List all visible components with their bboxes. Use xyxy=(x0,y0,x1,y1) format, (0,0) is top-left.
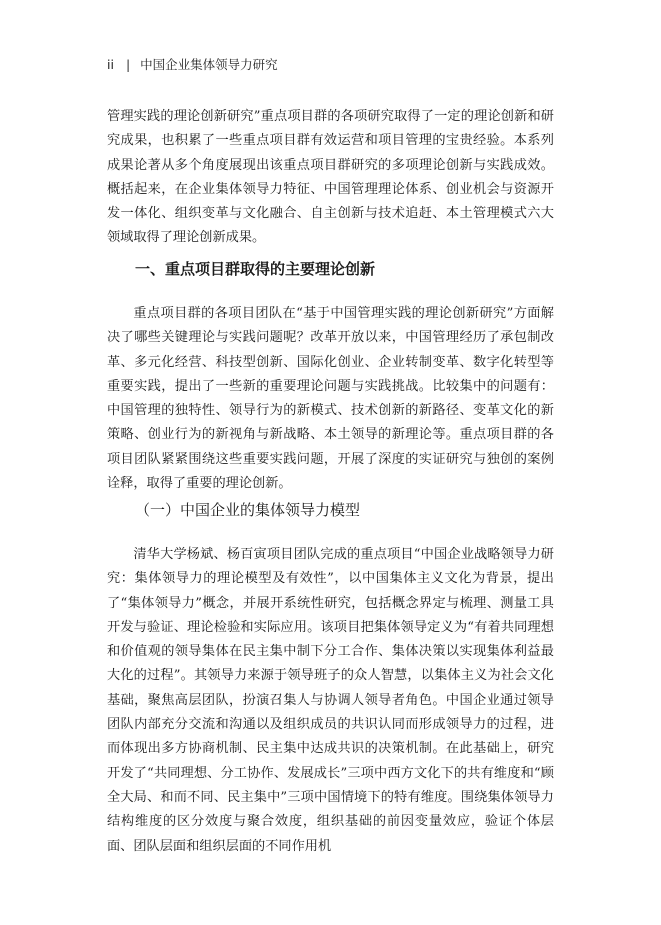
header-separator: | xyxy=(125,57,131,72)
page-number: ii xyxy=(107,57,114,72)
subsection-heading: （一）中国企业的集体领导力模型 xyxy=(135,501,361,519)
section-heading: 一、重点项目群取得的主要理论创新 xyxy=(135,260,376,278)
paragraph-intro-continued: 管理实践的理论创新研究”重点项目群的各项研究取得了一定的理论创新和研究成果，也积累了一些重点项目群有效运营和项目管理的宝贵经验。本系列成果论著从多个角度展现出该重点项目群研究的多项理论创新与实践成效。概括起来，在企业集体领导力特征、中国管理理论体系、创业机会与资源开发一体化、组织变革与文化融合、自主创新与技术追赶、本土管理模式六大领域取得了理论创新成果。 xyxy=(107,109,554,246)
paragraph-theory-innovation: 重点项目群的各项目团队在“基于中国管理实践的理论创新研究”方面解决了哪些关键理论与实践问题呢？改革开放以来，中国管理经历了承包制改革、多元化经营、科技型创新、国际化创业、企业转制变革、数字化转型等重要实践，提出了一些新的重要理论问题与实践挑战。比较集中的问题有：中国管理的独特性、领导行为的新模式、技术创新的新路径、变革文化的新策略、创业行为的新视角与新战略、本土领导的新理论等。重点项目群的各项目团队紧紧围绕这些重要实践问题，开展了深度的实证研究与独创的案例诠释，取得了重要的理论创新。 xyxy=(107,306,554,492)
running-header xyxy=(107,57,278,73)
book-title: 中国企业集体领导力研究 xyxy=(140,57,278,72)
paragraph-collective-leadership: 清华大学杨斌、杨百寅项目团队完成的重点项目“中国企业战略领导力研究：集体领导力的理论模型及有效性”，以中国集体主义文化为背景，提出了“集体领导力”概念，并展开系统性研究，包括概念界定与梳理、测量工具开发与验证、理论检验和实际应用。该项目把集体领导定义为“有着共同理想和价值观的领导集体在民主集中制下分工合作、集体决策以实现集体利益最大化的过程”。其领导力来源于领导班子的众人智慧，以集体主义为社会文化基础，聚焦高层团队，扮演召集人与协调人领导者角色。中国企业通过领导团队内部充分交流和沟通以及组织成员的共识认同而形成领导力的过程，进而体现出多方协商机制、民主集中达成共识的决策机制。在此基础上，研究开发了“共同理想、分工协作、发展成长”三项中西方文化下的共有维度和“顾全大局、和而不同、民主集中”三项中国情境下的特有维度。围绕集体领导力结构维度的区分效度与聚合效度，组织基础的前因变量效应，验证个体层面、团队层面和组织层面的不同作用机 xyxy=(107,547,554,854)
